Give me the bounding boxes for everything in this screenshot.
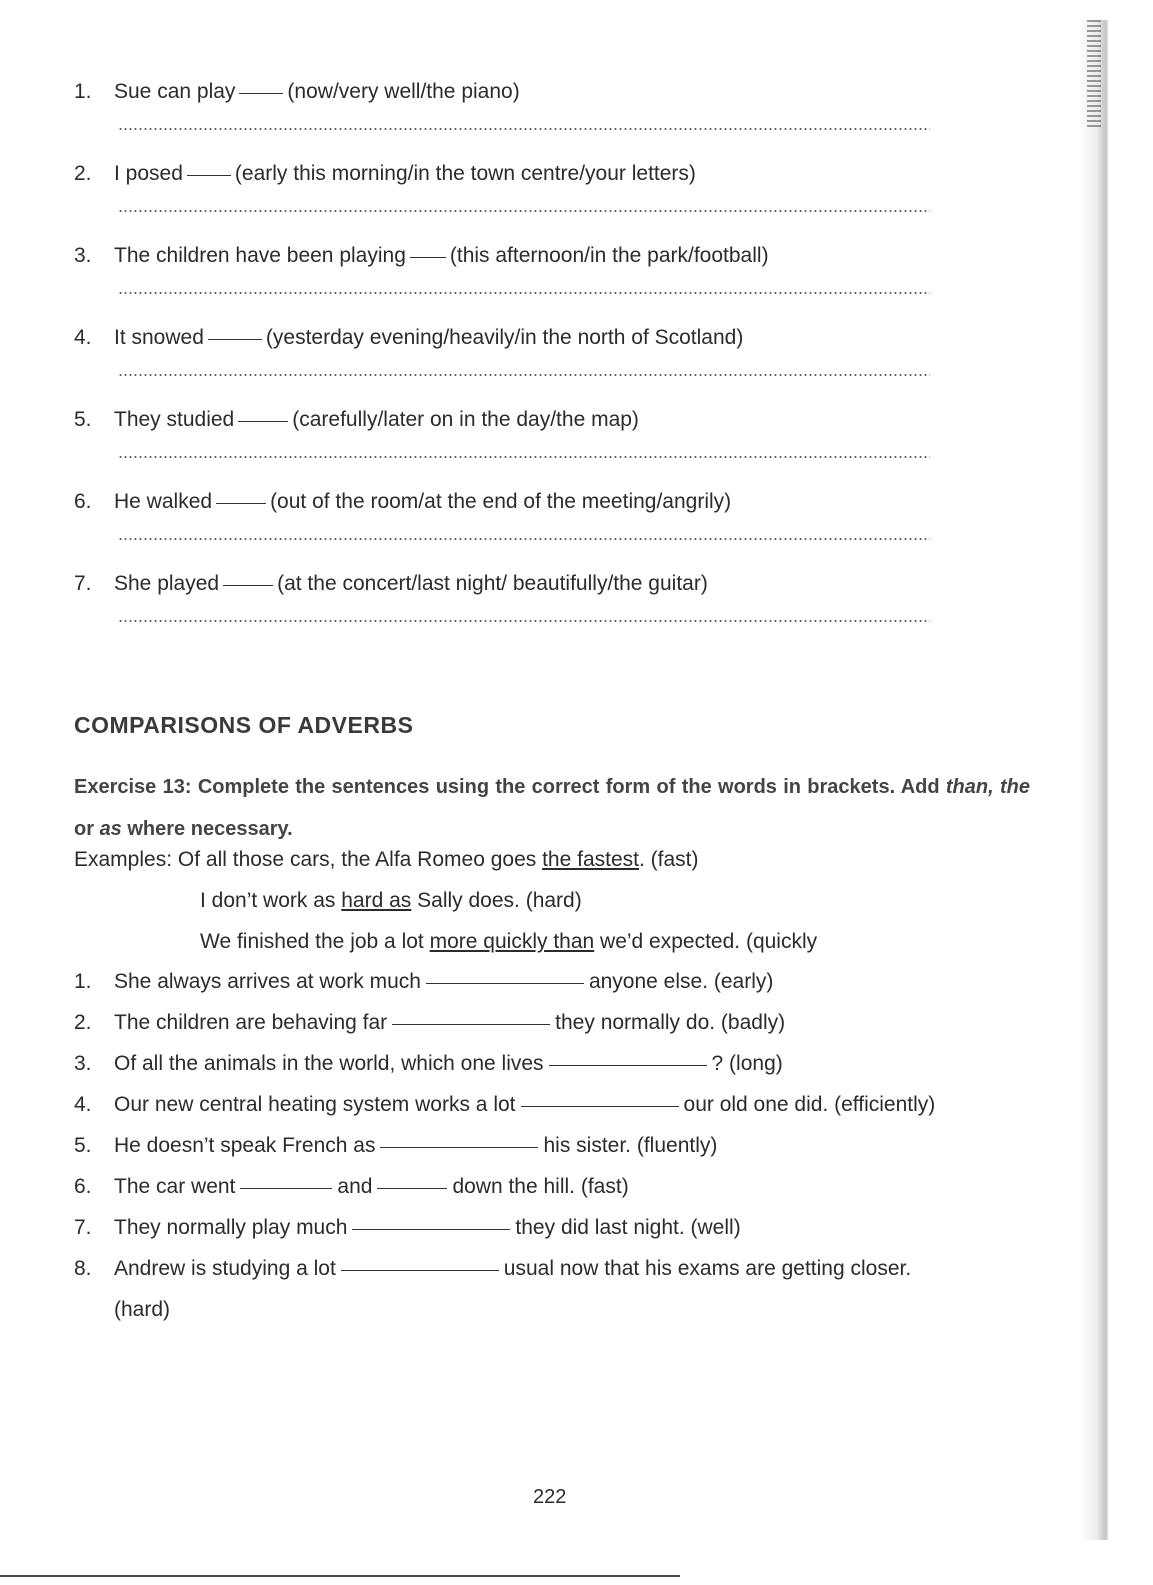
dotted-answer-line[interactable] [118, 128, 930, 130]
list-item [74, 490, 944, 572]
instruction-text: or [74, 818, 94, 840]
answer-blank[interactable] [238, 421, 288, 422]
item-number: 2. [74, 162, 92, 185]
item-text: She always arrives at work much [114, 970, 421, 993]
item-text: They normally play much [114, 1216, 348, 1239]
instruction-keyword: than, [945, 776, 994, 798]
item-text: They studied [114, 408, 235, 431]
list-item [74, 1216, 1054, 1257]
item-text: Sue can play [114, 80, 236, 103]
item-number: 4. [74, 1093, 92, 1116]
answer-blank[interactable] [549, 1065, 707, 1066]
list-item [74, 1052, 1054, 1093]
item-text: and [337, 1175, 373, 1198]
example-line [74, 848, 699, 872]
item-hint: (yesterday evening/heavily/in the north of Scotland) [265, 326, 744, 349]
item-number: 4. [74, 326, 92, 349]
item-hint: (out of the room/at the end of the meeting/angrily) [270, 490, 732, 513]
dotted-answer-line[interactable] [118, 456, 930, 458]
list-item [74, 1134, 1054, 1175]
answer-blank[interactable] [380, 1147, 538, 1148]
list-item [74, 80, 944, 162]
item-number: 3. [74, 244, 92, 267]
example-answer: the fastest [542, 848, 639, 871]
example-text: . (fast) [638, 848, 699, 871]
item-hint: (at the concert/last night/ beautifully/the guitar) [277, 572, 708, 595]
item-hint: (now/very well/the piano) [287, 80, 520, 103]
item-number: 1. [74, 970, 92, 993]
list-item [74, 326, 944, 408]
item-hint: (carefully/later on in the day/the map) [292, 408, 639, 431]
list-item [74, 244, 944, 326]
example-text: Of all those cars, the Alfa Romeo goes [177, 848, 537, 871]
item-hint: (this afternoon/in the park/football) [449, 244, 769, 267]
answer-blank[interactable] [239, 93, 283, 94]
item-hint: anyone else. (early) [588, 970, 774, 993]
list-item [74, 1093, 1054, 1134]
list-item [74, 162, 944, 244]
item-text: The children are behaving far [114, 1011, 388, 1034]
answer-blank[interactable] [352, 1229, 510, 1230]
exercise-adverb-order [74, 80, 944, 654]
example-text: we’d expected. (quickly [600, 930, 818, 953]
item-text: He walked [114, 490, 213, 513]
item-text: I posed [114, 162, 183, 185]
item-continuation: (hard) [114, 1298, 171, 1321]
answer-blank[interactable] [341, 1270, 499, 1271]
item-number: 6. [74, 1175, 92, 1198]
page-number: 222 [533, 1486, 567, 1508]
item-hint: our old one did. (efficiently) [683, 1093, 936, 1116]
item-number: 5. [74, 408, 92, 431]
answer-blank[interactable] [410, 257, 446, 258]
dotted-answer-line[interactable] [118, 292, 930, 294]
list-item [74, 970, 1054, 1011]
answer-blank[interactable] [521, 1106, 679, 1107]
item-text: The car went [114, 1175, 236, 1198]
item-number: 5. [74, 1134, 92, 1157]
item-hint: his sister. (fluently) [543, 1134, 718, 1157]
exercise-13 [74, 970, 1054, 1339]
answer-blank[interactable] [392, 1024, 550, 1025]
item-text: Our new central heating system works a lot [114, 1093, 516, 1116]
item-text: It snowed [114, 326, 204, 349]
dotted-answer-line[interactable] [118, 374, 930, 376]
scan-bottom-edge [0, 1575, 680, 1577]
item-number: 8. [74, 1257, 92, 1280]
exercise-instruction [74, 766, 1030, 850]
item-number: 3. [74, 1052, 92, 1075]
list-item [74, 1175, 1054, 1216]
examples-label: Examples: [74, 848, 173, 871]
item-number: 7. [74, 1216, 92, 1239]
answer-blank[interactable] [426, 983, 584, 984]
item-hint: they did last night. (well) [515, 1216, 741, 1239]
item-hint: (early this morning/in the town centre/your letters) [234, 162, 696, 185]
item-number: 6. [74, 490, 92, 513]
item-hint: ? (long) [711, 1052, 783, 1075]
example-text: Sally does. (hard) [417, 889, 582, 912]
instruction-text: Exercise 13: Complete the sentences using the correct form of the words in brackets. Add [74, 776, 940, 798]
section-title: COMPARISONS OF ADVERBS [74, 712, 414, 738]
item-hint: usual now that his exams are getting closer. [503, 1257, 912, 1280]
answer-blank[interactable] [216, 503, 266, 504]
answer-blank[interactable] [208, 339, 262, 340]
example-text: We finished the job a lot [200, 930, 424, 953]
instruction-keyword: as [99, 818, 122, 840]
list-item [74, 1257, 1054, 1298]
example-line [200, 889, 582, 913]
item-text: She played [114, 572, 220, 595]
item-text: Of all the animals in the world, which one lives [114, 1052, 544, 1075]
answer-blank[interactable] [240, 1188, 332, 1189]
answer-blank[interactable] [377, 1188, 447, 1189]
list-item [74, 1011, 1054, 1052]
list-item [74, 572, 944, 654]
answer-blank[interactable] [223, 585, 273, 586]
item-number: 2. [74, 1011, 92, 1034]
example-answer: more quickly than [429, 930, 595, 953]
dotted-answer-line[interactable] [118, 210, 930, 212]
example-text: I don’t work as [200, 889, 336, 912]
example-answer: hard as [341, 889, 412, 912]
item-number: 1. [74, 80, 92, 103]
answer-blank[interactable] [187, 175, 231, 176]
example-line [200, 930, 817, 954]
dotted-answer-line[interactable] [118, 620, 930, 622]
item-number: 7. [74, 572, 92, 595]
scan-binding-edge [1079, 20, 1109, 1540]
item-hint: down the hill. (fast) [452, 1175, 629, 1198]
instruction-keyword: the [999, 776, 1030, 798]
item-text: He doesn’t speak French as [114, 1134, 376, 1157]
list-item [74, 408, 944, 490]
item-text: Andrew is studying a lot [114, 1257, 336, 1280]
instruction-text: where necessary. [127, 818, 293, 840]
dotted-answer-line[interactable] [118, 538, 930, 540]
item-hint: they normally do. (badly) [555, 1011, 786, 1034]
item-text: The children have been playing [114, 244, 406, 267]
